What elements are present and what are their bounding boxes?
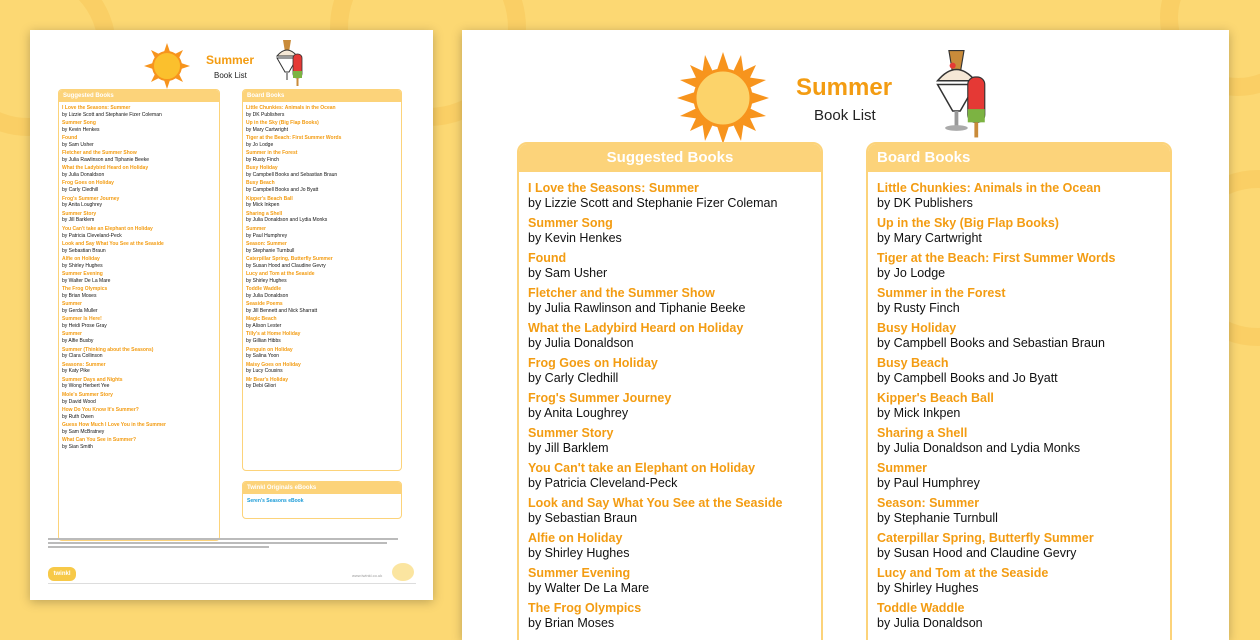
book-title[interactable]: Mr Bear's Holiday <box>246 376 289 383</box>
book-entry <box>62 286 216 300</box>
book-author: by Brian Moses <box>528 616 615 630</box>
book-entry <box>246 105 398 119</box>
book-author: by Campbell Books and Sebastian Braun <box>246 172 338 179</box>
panel-heading: Board Books <box>243 90 401 102</box>
book-author: by Rusty Finch <box>246 157 280 164</box>
book-entry <box>246 256 398 270</box>
book-title[interactable]: Summer Is Here! <box>62 316 102 323</box>
book-author: by Lucy Cousins <box>246 368 283 375</box>
book-title[interactable]: Up in the Sky (Big Flap Books) <box>246 120 319 127</box>
book-title[interactable]: Caterpillar Spring, Butterfly Summer <box>246 255 333 262</box>
book-author: by David Wood <box>62 398 96 405</box>
book-author: by Julia Donaldson and Lydia Monks <box>246 217 328 224</box>
book-title[interactable]: Tilly's at Home Holiday <box>246 331 301 338</box>
book-author: by Rusty Finch <box>877 301 960 315</box>
ice-cream-icon <box>930 44 998 144</box>
book-title[interactable]: Caterpillar Spring, Butterfly Summer <box>877 531 1094 545</box>
book-title[interactable]: The Frog Olympics <box>62 286 108 293</box>
book-author: by Alison Lester <box>246 323 282 330</box>
book-title[interactable]: How Do You Know It's Summer? <box>62 406 139 413</box>
book-entry <box>246 196 398 210</box>
book-entry <box>62 241 216 255</box>
book-author: by Lizzie Scott and Stephanie Fizer Coleman <box>528 196 778 210</box>
book-author: by Stephanie Turnbull <box>246 247 295 254</box>
book-author: by Susan Hood and Claudine Gevry <box>246 262 326 269</box>
book-title[interactable]: Summer <box>62 301 83 308</box>
main-page <box>462 30 1229 640</box>
book-author: by Campbell Books and Jo Byatt <box>246 187 319 194</box>
book-title[interactable]: Lucy and Tom at the Seaside <box>877 566 1049 580</box>
ebooks-panel <box>242 481 402 519</box>
book-entry <box>877 181 1161 211</box>
book-author: by Anita Loughrey <box>62 202 103 209</box>
book-entry <box>246 120 398 134</box>
book-entry <box>62 392 216 406</box>
book-title[interactable]: Summer Story <box>62 210 97 217</box>
book-author: by Katy Pike <box>62 368 90 375</box>
book-entry <box>62 422 216 436</box>
book-title[interactable]: Busy Beach <box>246 180 275 187</box>
book-entry <box>528 531 812 561</box>
book-author: by Campbell Books and Jo Byatt <box>877 371 1058 385</box>
book-title[interactable]: Little Chunkies: Animals in the Ocean <box>877 181 1101 195</box>
book-author: by Clara Collinson <box>62 353 103 360</box>
book-title[interactable]: You Can't take an Elephant on Holiday <box>528 461 756 475</box>
suggested-books-panel <box>517 142 823 640</box>
book-entry <box>528 566 812 596</box>
book-title[interactable]: Look and Say What You See at the Seaside <box>62 240 164 247</box>
book-author: by Sam Usher <box>62 141 94 148</box>
book-title[interactable]: I Love the Seasons: Summer <box>528 181 699 195</box>
book-title[interactable]: Alfie on Holiday <box>528 531 623 545</box>
book-entry <box>62 120 216 134</box>
footer-divider <box>48 583 416 584</box>
book-entry <box>877 321 1161 351</box>
page-subtitle: Book List <box>214 71 247 80</box>
book-title[interactable]: Summer Song <box>62 120 96 127</box>
book-entry <box>877 601 1161 631</box>
book-entry <box>62 150 216 164</box>
panel-heading: Suggested Books <box>59 90 219 102</box>
book-entry <box>62 135 216 149</box>
book-author: by Walter De La Mare <box>62 277 111 284</box>
book-title[interactable]: Summer (Thinking about the Seasons) <box>62 346 154 353</box>
book-author: by Shirley Hughes <box>877 581 979 595</box>
sun-icon <box>675 50 771 146</box>
panel-heading: Suggested Books <box>519 144 821 172</box>
book-entry <box>528 251 812 281</box>
book-entry <box>877 391 1161 421</box>
book-title[interactable]: Up in the Sky (Big Flap Books) <box>877 216 1059 230</box>
book-author: by Gillian Hibbs <box>246 338 281 345</box>
book-author: by Sian Smith <box>62 443 93 450</box>
book-title[interactable]: Summer <box>877 461 928 475</box>
book-entry <box>877 251 1161 281</box>
book-title[interactable]: Summer <box>246 225 267 232</box>
book-entry <box>877 496 1161 526</box>
book-title[interactable]: Found <box>62 135 78 142</box>
book-author: by Mick Inkpen <box>877 406 961 420</box>
page-title: Summer <box>796 74 893 101</box>
book-author: by Campbell Books and Sebastian Braun <box>877 336 1105 350</box>
book-entry <box>62 211 216 225</box>
book-author: by Julia Rawlinson and Tiphanie Beeke <box>62 157 149 164</box>
book-title[interactable]: Maisy Goes on Holiday <box>246 361 301 368</box>
board-books-panel <box>242 89 402 471</box>
book-author: by Julia Donaldson <box>528 336 634 350</box>
twinkl-logo: twinkl <box>48 567 76 581</box>
page-title: Summer <box>206 53 255 67</box>
book-title[interactable]: Seaside Poems <box>246 301 283 308</box>
book-title[interactable]: Busy Holiday <box>877 321 957 335</box>
book-author: by Sebastian Braun <box>528 511 638 525</box>
book-author: by Heidi Prose Gray <box>62 323 107 330</box>
book-entry <box>62 196 216 210</box>
book-title[interactable]: Fletcher and the Summer Show <box>528 286 715 300</box>
book-author: by Stephanie Turnbull <box>877 511 998 525</box>
book-author: by Jill Barklem <box>62 217 95 224</box>
book-title[interactable]: Tiger at the Beach: First Summer Words <box>246 135 342 142</box>
book-entry <box>877 356 1161 386</box>
book-entry <box>877 426 1161 456</box>
book-author: by Walter De La Mare <box>528 581 650 595</box>
book-title[interactable]: Summer <box>62 331 83 338</box>
book-title[interactable]: You Can't take an Elephant on Holiday <box>62 225 153 232</box>
book-title[interactable]: Sharing a Shell <box>246 210 283 217</box>
book-author: by Sebastian Braun <box>62 247 106 254</box>
book-entry <box>62 165 216 179</box>
ebook-link[interactable]: Seren's Seasons eBook <box>247 498 304 504</box>
book-entry <box>246 226 398 240</box>
book-entry <box>246 150 398 164</box>
book-author: by Mary Cartwright <box>877 231 982 245</box>
book-author: by Julia Donaldson and Lydia Monks <box>877 441 1081 455</box>
suggested-books-panel <box>58 89 220 541</box>
book-entry <box>62 316 216 330</box>
book-entry <box>246 165 398 179</box>
book-author: by Mary Cartwright <box>246 126 288 133</box>
book-entry <box>528 496 812 526</box>
book-title[interactable]: Guess How Much I Love You in the Summer <box>62 421 166 428</box>
book-author: by Debi Gliori <box>246 383 277 390</box>
book-author: by Brian Moses <box>62 292 97 299</box>
book-author: by Alfie Busby <box>62 338 94 345</box>
book-author: by Julia Rawlinson and Tiphanie Beeke <box>528 301 746 315</box>
book-entry <box>246 211 398 225</box>
book-entry <box>877 566 1161 596</box>
book-entry <box>246 377 398 391</box>
book-author: by Julia Donaldson <box>877 616 983 630</box>
book-entry <box>528 356 812 386</box>
book-entry <box>246 362 398 376</box>
book-author: by Anita Loughrey <box>528 406 629 420</box>
book-title[interactable]: Summer in the Forest <box>246 150 298 157</box>
book-author: by Patricia Cleveland-Peck <box>62 232 122 239</box>
badge-icon <box>392 563 414 581</box>
book-author: by DK Publishers <box>877 196 973 210</box>
book-title[interactable]: Found <box>528 251 567 265</box>
panel-heading: Twinkl Originals eBooks <box>243 482 401 494</box>
book-author: by Carly Cledhill <box>62 187 99 194</box>
book-title[interactable]: Frog's Summer Journey <box>62 195 120 202</box>
book-entry <box>62 377 216 391</box>
book-author: by DK Publishers <box>246 111 285 118</box>
book-title[interactable]: Lucy and Tom at the Seaside <box>246 271 315 278</box>
book-author: by Shirley Hughes <box>246 277 287 284</box>
book-title[interactable]: Busy Holiday <box>246 165 278 172</box>
book-author: by Jo Lodge <box>246 141 274 148</box>
book-author: by Shirley Hughes <box>528 546 630 560</box>
book-entry <box>246 180 398 194</box>
book-author: by Kevin Henkes <box>528 231 622 245</box>
book-entry <box>528 426 812 456</box>
board-books-panel <box>866 142 1172 640</box>
book-title[interactable]: Summer Story <box>528 426 614 440</box>
book-title[interactable]: Summer in the Forest <box>877 286 1006 300</box>
book-title[interactable]: What the Ladybird Heard on Holiday <box>62 165 149 172</box>
book-entry <box>246 316 398 330</box>
book-title[interactable]: Summer Days and Nights <box>62 376 123 383</box>
book-entry <box>246 241 398 255</box>
book-entry <box>246 347 398 361</box>
book-author: by Sam McBratney <box>62 428 105 435</box>
ice-cream-icon <box>273 38 309 88</box>
book-title[interactable]: Frog Goes on Holiday <box>62 180 114 187</box>
book-author: by Julia Donaldson <box>62 172 105 179</box>
book-entry <box>246 331 398 345</box>
book-entry <box>62 271 216 285</box>
book-title[interactable]: Look and Say What You See at the Seaside <box>528 496 783 510</box>
book-title[interactable]: Sharing a Shell <box>877 426 968 440</box>
book-title[interactable]: What Can You See in Summer? <box>62 437 136 444</box>
book-title[interactable]: Kipper's Beach Ball <box>246 195 293 202</box>
book-title[interactable]: The Frog Olympics <box>528 601 642 615</box>
book-entry <box>246 286 398 300</box>
book-title[interactable]: Penguin on Holiday <box>246 346 293 353</box>
book-author: by Ruth Owen <box>62 413 94 420</box>
book-entry <box>877 216 1161 246</box>
book-entry <box>528 321 812 351</box>
book-author: by Shirley Hughes <box>62 262 103 269</box>
disclaimer-text <box>48 538 416 548</box>
book-title[interactable]: Fletcher and the Summer Show <box>62 150 137 157</box>
book-author: by Jo Lodge <box>877 266 946 280</box>
book-entry <box>62 301 216 315</box>
book-title[interactable]: Summer Evening <box>62 271 103 278</box>
book-author: by Paul Humphrey <box>877 476 980 490</box>
book-title[interactable]: Magic Beach <box>246 316 277 323</box>
book-author: by Wong Herbert Yee <box>62 383 110 390</box>
book-entry <box>62 331 216 345</box>
thumbnail-page[interactable] <box>30 30 433 600</box>
book-title[interactable]: Tiger at the Beach: First Summer Words <box>877 251 1116 265</box>
sun-icon <box>143 42 191 90</box>
book-title[interactable]: I Love the Seasons: Summer <box>62 105 131 111</box>
book-title[interactable]: Little Chunkies: Animals in the Ocean <box>246 105 336 111</box>
book-title[interactable]: Kipper's Beach Ball <box>877 391 994 405</box>
page-subtitle: Book List <box>814 107 876 124</box>
book-author: by Jill Bennett and Nick Sharratt <box>246 308 318 315</box>
book-title[interactable]: Toddle Waddle <box>877 601 965 615</box>
book-author: by Lizzie Scott and Stephanie Fizer Coleman <box>62 111 162 118</box>
book-entry <box>528 391 812 421</box>
footer-url[interactable]: www.twinkl.co.uk <box>352 573 383 578</box>
book-author: by Mick Inkpen <box>246 202 280 209</box>
book-title[interactable]: Season: Summer <box>246 240 287 247</box>
book-author: by Paul Humphrey <box>246 232 288 239</box>
book-author: by Susan Hood and Claudine Gevry <box>877 546 1077 560</box>
book-title[interactable]: Summer Evening <box>528 566 631 580</box>
panel-heading: Board Books <box>868 144 1170 172</box>
book-entry <box>62 226 216 240</box>
book-author: by Patricia Cleveland-Peck <box>528 476 678 490</box>
book-author: by Julia Donaldson <box>246 292 289 299</box>
book-author: by Kevin Henkes <box>62 126 100 133</box>
book-entry <box>528 286 812 316</box>
book-entry <box>62 347 216 361</box>
book-entry <box>877 286 1161 316</box>
book-title[interactable]: Busy Beach <box>877 356 949 370</box>
book-title[interactable]: Season: Summer <box>877 496 980 510</box>
book-title[interactable]: Frog's Summer Journey <box>528 391 672 405</box>
book-author: by Sam Usher <box>528 266 608 280</box>
book-title[interactable]: Alfie on Holiday <box>62 255 100 262</box>
book-entry <box>62 256 216 270</box>
book-entry <box>246 271 398 285</box>
book-entry <box>877 531 1161 561</box>
book-entry <box>62 105 216 119</box>
book-title[interactable]: Mole's Summer Story <box>62 391 113 398</box>
book-entry <box>62 437 216 451</box>
book-entry <box>62 407 216 421</box>
book-entry <box>246 301 398 315</box>
book-author: by Gerda Muller <box>62 308 98 315</box>
book-title[interactable]: Frog Goes on Holiday <box>528 356 658 370</box>
book-title[interactable]: Toddle Waddle <box>246 286 281 293</box>
book-title[interactable]: Summer Song <box>528 216 613 230</box>
book-entry <box>62 362 216 376</box>
book-entry <box>528 216 812 246</box>
book-author: by Salina Yoon <box>246 353 280 360</box>
book-entry <box>877 461 1161 491</box>
book-title[interactable]: What the Ladybird Heard on Holiday <box>528 321 744 335</box>
book-author: by Jill Barklem <box>528 441 609 455</box>
book-entry <box>62 180 216 194</box>
book-title[interactable]: Seasons: Summer <box>62 361 106 368</box>
book-author: by Carly Cledhill <box>528 371 619 385</box>
book-entry <box>528 181 812 211</box>
book-entry <box>528 601 812 631</box>
book-entry <box>246 135 398 149</box>
book-entry <box>528 461 812 491</box>
